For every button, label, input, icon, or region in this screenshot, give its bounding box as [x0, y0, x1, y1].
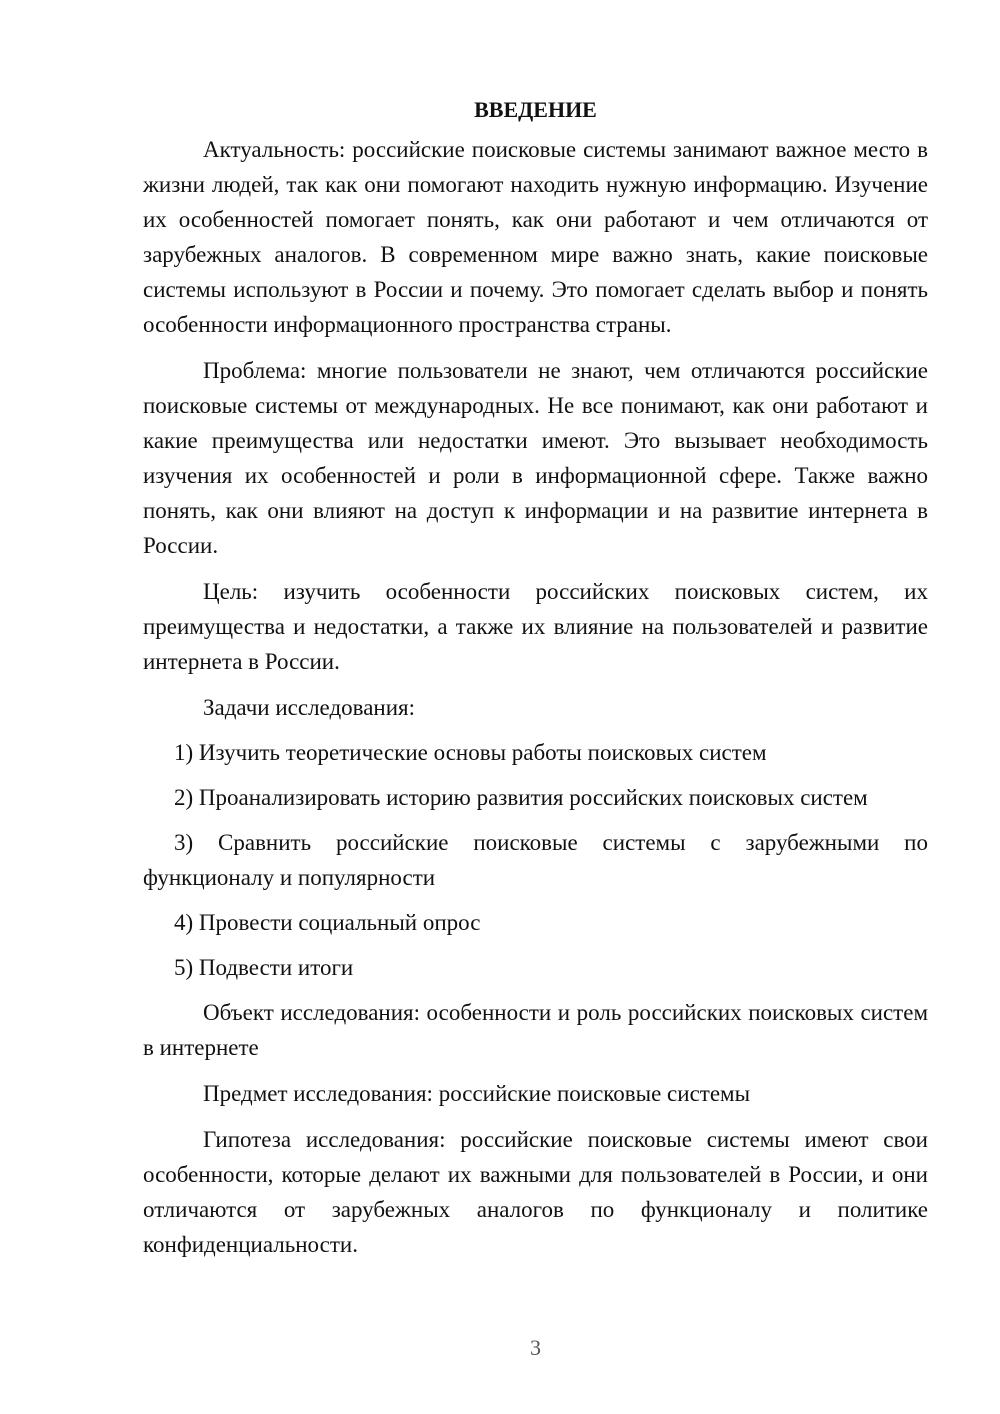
task-item-4: 4) Провести социальный опрос [174, 910, 481, 935]
task-item-5: 5) Подвести итоги [174, 955, 354, 980]
page-title: ВВЕДЕНИЕ [474, 97, 597, 122]
page-content [143, 92, 928, 1273]
problem-paragraph: Проблема: многие пользователи не знают, чем отличаются российские поисковые системы от международных. Не все понимают, как они работают и какие преимущества или недостатки имеют. Это вызывает необходимость изучения их особенностей и роли в информационной сфере. Также важно понять, как они влияют на доступ к информации и на развитие интернета в России. [143, 358, 928, 558]
page-number: 3 [530, 1335, 541, 1360]
hypothesis-paragraph: Гипотеза исследования: российские поисковые системы имеют свои особенности, которые делают их важными для пользователей в России, и они отличаются от зарубежных аналогов по функционалу и политике конфиденциальности. [143, 1127, 928, 1257]
relevance-paragraph: Актуальность: российские поисковые системы занимают важное место в жизни людей, так как они помогают находить нужную информацию. Изучение их особенностей помогает понять, как они работают и чем отличаются от зарубежных аналогов. В современном мире важно знать, какие поисковые системы используют в России и почему. Это помогает сделать выбор и понять особенности информационного пространства страны. [143, 137, 928, 337]
task-item-2: 2) Проанализировать историю развития российских поисковых систем [174, 785, 868, 810]
object-paragraph: Объект исследования: особенности и роль российских поисковых систем в интернете [143, 1000, 928, 1060]
task-item-1: 1) Изучить теоретические основы работы поисковых систем [174, 740, 767, 765]
task-item-3: 3) Сравнить российские поисковые системы с зарубежными по функционалу и популярности [143, 830, 928, 890]
goal-paragraph: Цель: изучить особенности российских поисковых систем, их преимущества и недостатки, а также их влияние на пользователей и развитие интернета в России. [143, 579, 928, 674]
tasks-heading: Задачи исследования: [203, 695, 416, 720]
subject-paragraph: Предмет исследования: российские поисковые системы [203, 1081, 751, 1106]
